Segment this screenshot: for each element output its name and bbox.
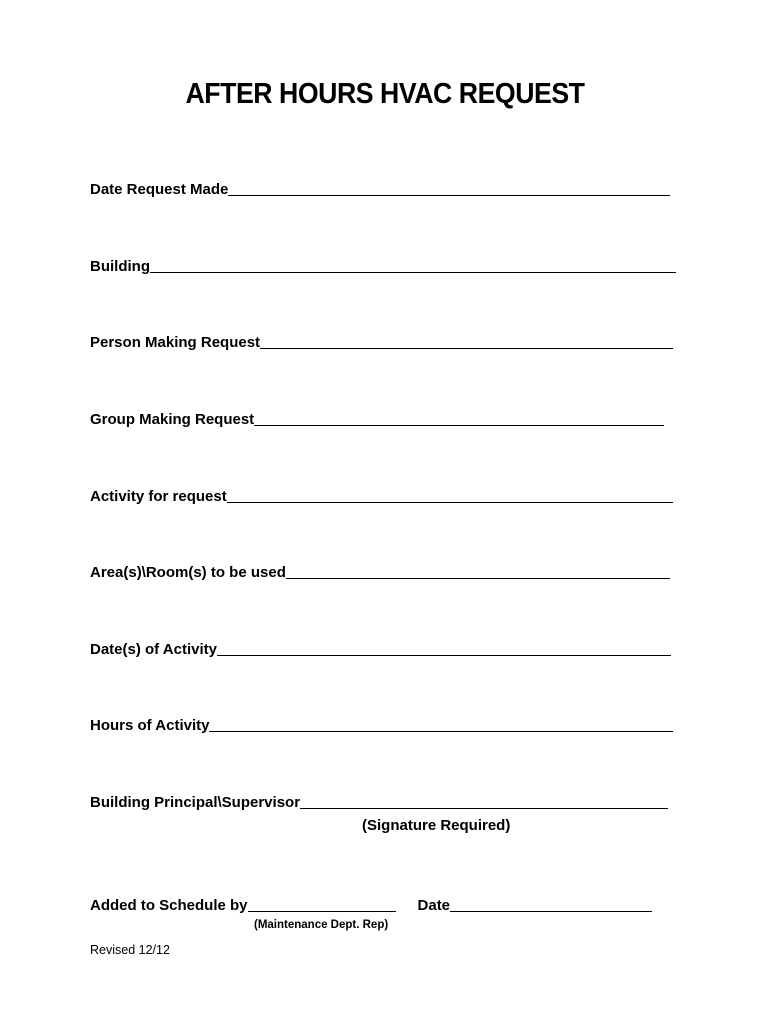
principal-supervisor-signature-field[interactable]	[300, 808, 668, 809]
principal-supervisor-label: Building Principal\Supervisor	[90, 794, 301, 811]
group-making-request-field[interactable]	[254, 425, 664, 426]
hours-of-activity-field[interactable]	[209, 731, 673, 732]
date-request-made-row	[90, 177, 670, 199]
person-making-request-label: Person Making Request	[90, 334, 261, 351]
dates-of-activity-row	[90, 637, 671, 659]
form-title: AFTER HOURS HVAC REQUEST	[185, 78, 585, 110]
added-to-schedule-label: Added to Schedule by	[90, 897, 248, 914]
schedule-date-field[interactable]	[450, 911, 652, 912]
person-making-request-field[interactable]	[260, 348, 673, 349]
added-to-schedule-field[interactable]	[248, 911, 396, 912]
added-to-schedule-row	[90, 893, 652, 915]
dates-of-activity-field[interactable]	[217, 655, 671, 656]
group-making-request-label: Group Making Request	[90, 411, 255, 428]
activity-for-request-label: Activity for request	[90, 488, 227, 505]
group-making-request-row	[90, 407, 664, 429]
activity-for-request-field[interactable]	[227, 502, 673, 503]
building-label: Building	[90, 258, 150, 275]
hours-of-activity-row	[90, 713, 673, 735]
maintenance-dept-note: (Maintenance Dept. Rep)	[254, 919, 389, 931]
date-request-made-label: Date Request Made	[90, 181, 229, 198]
areas-rooms-label: Area(s)\Room(s) to be used	[90, 564, 286, 581]
activity-for-request-row	[90, 484, 673, 506]
areas-rooms-field[interactable]	[286, 578, 670, 579]
building-field[interactable]	[150, 272, 676, 273]
schedule-date-label: Date	[417, 897, 451, 914]
revised-date: Revised 12/12	[90, 943, 170, 957]
building-row	[90, 254, 676, 276]
dates-of-activity-label: Date(s) of Activity	[90, 641, 217, 658]
person-making-request-row	[90, 330, 673, 352]
principal-supervisor-row	[90, 790, 668, 812]
date-request-made-field[interactable]	[228, 195, 670, 196]
areas-rooms-row	[90, 560, 670, 582]
hours-of-activity-label: Hours of Activity	[90, 717, 210, 734]
signature-required-note: (Signature Required)	[362, 817, 511, 834]
